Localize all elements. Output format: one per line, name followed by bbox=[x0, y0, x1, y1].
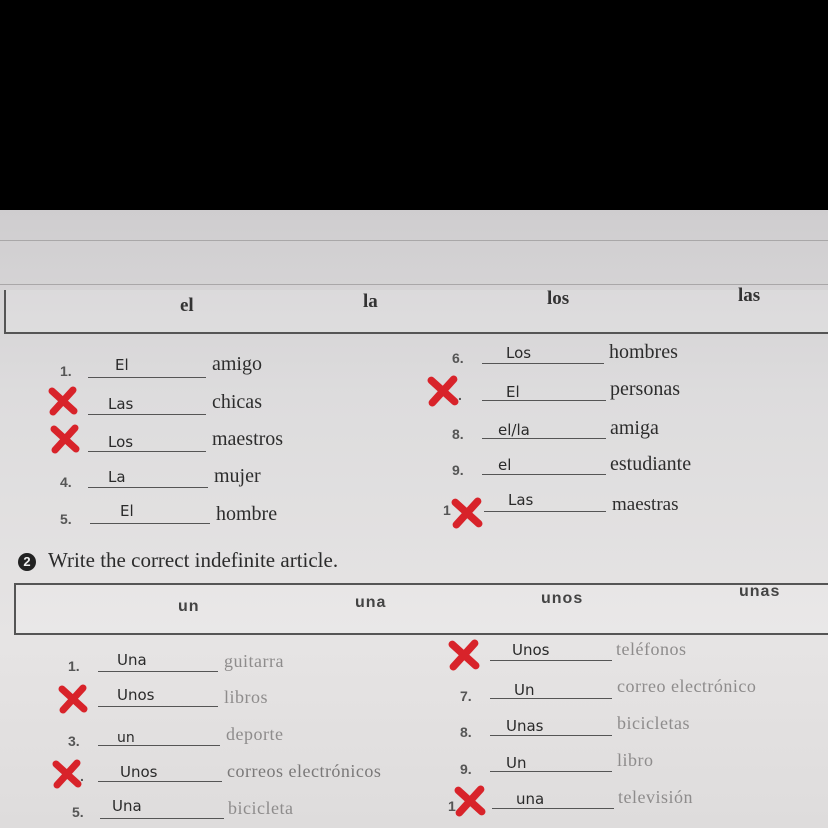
bank-word-la: la bbox=[363, 291, 378, 312]
bank-word-una: una bbox=[355, 594, 387, 611]
indefinite-article-word-bank bbox=[14, 583, 828, 635]
answer-text: Una bbox=[112, 797, 142, 815]
answer-line bbox=[98, 706, 218, 707]
page-rule bbox=[0, 284, 828, 285]
wrong-x-icon bbox=[454, 785, 486, 817]
noun-text: bicicletas bbox=[617, 713, 690, 733]
answer-line bbox=[98, 781, 222, 782]
item-number-partial: . bbox=[80, 768, 84, 784]
answer-text: Un bbox=[506, 754, 527, 772]
bank-word-un: un bbox=[178, 598, 200, 615]
noun-text: chicas bbox=[212, 391, 262, 413]
item-number: 9. bbox=[460, 761, 472, 777]
noun-text: teléfonos bbox=[616, 639, 687, 659]
answer-line bbox=[482, 474, 606, 475]
item-number: 4. bbox=[60, 474, 72, 490]
wrong-x-icon bbox=[451, 497, 483, 529]
noun-text: mujer bbox=[214, 465, 261, 487]
answer-line bbox=[88, 487, 208, 488]
answer-text: Unos bbox=[117, 686, 155, 704]
answer-line bbox=[100, 818, 224, 819]
definite-article-word-bank bbox=[4, 290, 828, 334]
answer-text: Las bbox=[108, 395, 134, 413]
answer-line bbox=[88, 414, 206, 415]
item-number: 7. bbox=[460, 688, 472, 704]
answer-line bbox=[484, 511, 606, 512]
noun-text: libros bbox=[224, 687, 269, 707]
bank-word-los: los bbox=[547, 288, 570, 309]
noun-text: correos electrónicos bbox=[227, 761, 382, 781]
wrong-x-icon bbox=[448, 639, 480, 671]
noun-text: televisión bbox=[618, 787, 693, 807]
noun-text: personas bbox=[610, 378, 680, 400]
answer-text: Unas bbox=[506, 717, 544, 735]
item-number: 1. bbox=[60, 363, 72, 379]
wrong-x-icon bbox=[50, 424, 80, 454]
wrong-x-icon bbox=[426, 375, 460, 407]
answer-line bbox=[492, 808, 614, 809]
item-number: 3. bbox=[68, 733, 80, 749]
noun-text: guitarra bbox=[224, 651, 284, 671]
answer-text: el/la bbox=[498, 421, 530, 439]
noun-text: maestros bbox=[212, 428, 284, 450]
answer-text: Las bbox=[508, 491, 534, 509]
answer-line bbox=[98, 671, 218, 672]
bank-word-las: las bbox=[738, 285, 761, 306]
worksheet-page bbox=[0, 210, 828, 828]
section-number-badge: 2 bbox=[18, 553, 36, 571]
noun-text: deporte bbox=[226, 724, 284, 744]
bank-word-unas: unas bbox=[739, 583, 781, 600]
item-number: 5. bbox=[72, 804, 84, 820]
answer-text: El bbox=[120, 502, 134, 520]
noun-text: correo electrónico bbox=[617, 676, 757, 696]
answer-line bbox=[88, 451, 206, 452]
noun-text: hombres bbox=[609, 341, 678, 363]
answer-line bbox=[88, 377, 206, 378]
answer-line bbox=[490, 660, 612, 661]
answer-line bbox=[482, 400, 606, 401]
answer-text: Unos bbox=[512, 641, 550, 659]
item-number: 8. bbox=[452, 426, 464, 442]
answer-line bbox=[90, 523, 210, 524]
answer-text: El bbox=[506, 383, 520, 401]
answer-text: el bbox=[498, 456, 512, 474]
noun-text: maestras bbox=[612, 494, 679, 515]
item-number: 1. bbox=[68, 658, 80, 674]
answer-text: una bbox=[516, 790, 545, 808]
page-rule bbox=[0, 240, 828, 241]
answer-line bbox=[482, 363, 604, 364]
noun-text: amigo bbox=[212, 353, 262, 375]
item-number: 5. bbox=[60, 511, 72, 527]
noun-text: libro bbox=[617, 750, 654, 770]
item-number: 6. bbox=[452, 350, 464, 366]
answer-text: un bbox=[117, 730, 135, 746]
answer-text: Los bbox=[108, 433, 134, 451]
answer-line bbox=[490, 698, 612, 699]
wrong-x-icon bbox=[48, 386, 78, 416]
noun-text: hombre bbox=[216, 503, 278, 525]
answer-text: Un bbox=[514, 681, 535, 699]
answer-line bbox=[490, 735, 612, 736]
wrong-x-icon bbox=[52, 759, 82, 789]
bank-word-unos: unos bbox=[541, 590, 584, 607]
item-number-partial: 1 bbox=[443, 502, 451, 518]
bank-word-el: el bbox=[180, 295, 194, 316]
wrong-x-icon bbox=[58, 684, 88, 714]
answer-text: La bbox=[108, 468, 126, 486]
item-number-partial: 1 bbox=[448, 798, 456, 814]
item-number-partial: . bbox=[458, 387, 462, 403]
answer-text: El bbox=[115, 356, 129, 374]
noun-text: amiga bbox=[610, 417, 659, 439]
noun-text: estudiante bbox=[610, 453, 692, 475]
item-number: 8. bbox=[460, 724, 472, 740]
answer-text: Los bbox=[506, 344, 532, 362]
item-number: 9. bbox=[452, 462, 464, 478]
noun-text: bicicleta bbox=[228, 798, 294, 818]
answer-text: Unos bbox=[120, 763, 158, 781]
answer-text: Una bbox=[117, 651, 147, 669]
section-instruction: Write the correct indefinite article. bbox=[48, 548, 339, 572]
